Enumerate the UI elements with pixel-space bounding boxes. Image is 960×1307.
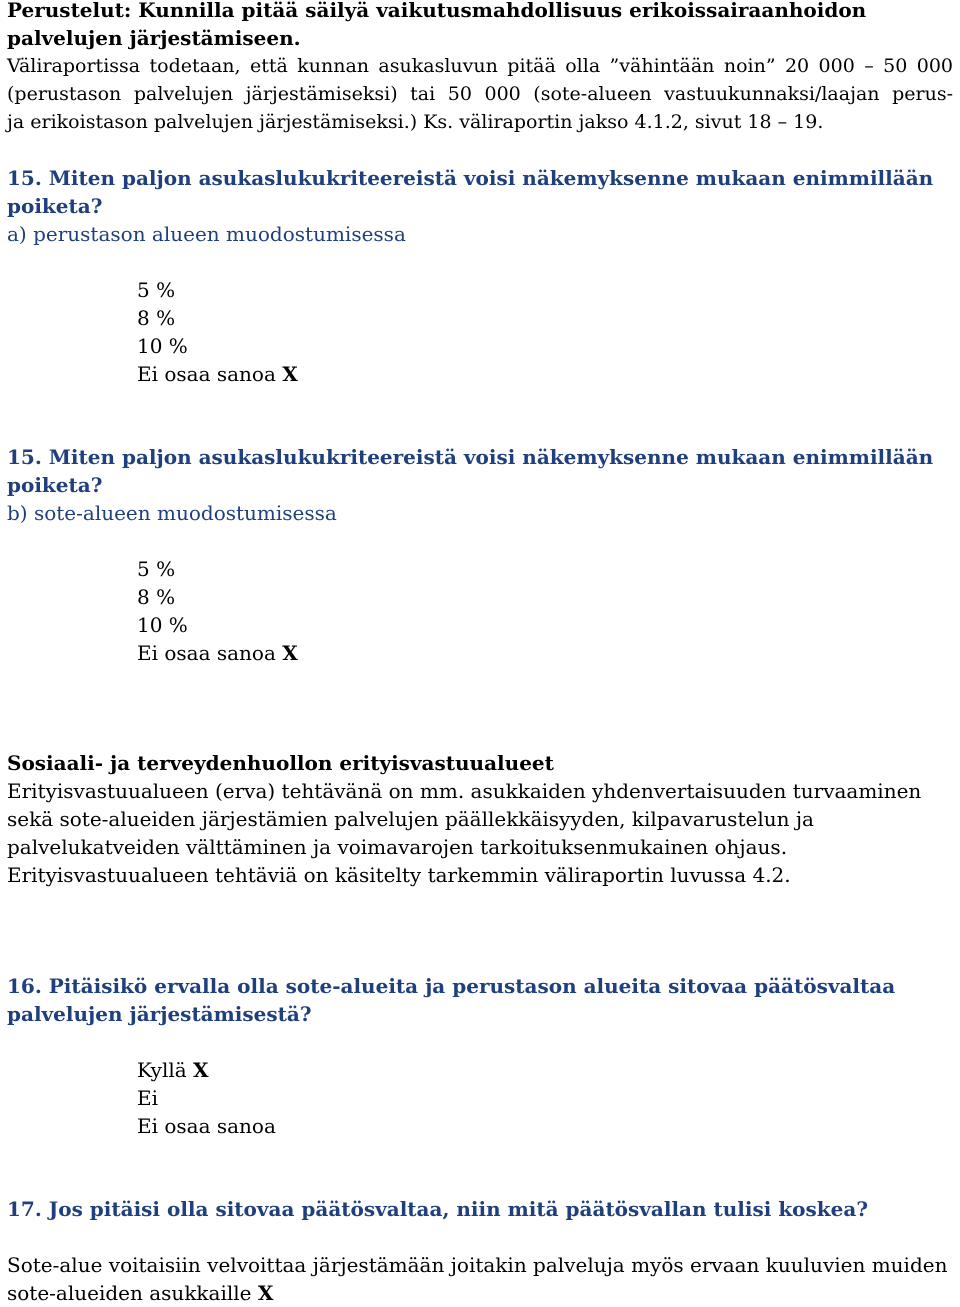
q15b-option-unknown: [137, 639, 298, 667]
q17-question: [7, 1195, 868, 1223]
q16-question-line-2: palvelujen järjestämisestä?: [7, 1002, 312, 1026]
q15b-option-10: 10 %: [137, 613, 188, 637]
q15a-option-unknown-label: Ei osaa sanoa: [137, 362, 276, 386]
q15a-selection-mark: X: [282, 362, 298, 386]
q17-selection-mark: X: [257, 1281, 274, 1305]
erva-line-2: sekä sote-alueiden järjestämien palvelujen päällekkäisyyden, kilpavarustelun ja: [7, 807, 814, 831]
erva-line-3: palvelukatveiden välttäminen ja voimavarojen tarkoituksenmukainen ohjaus.: [7, 835, 788, 859]
intro-heading: Perustelut: Kunnilla pitää säilyä vaikutusmahdollisuus erikoissairaanhoidon: [7, 0, 867, 22]
q15a-option-5: 5 %: [137, 278, 176, 302]
q17-answer-line-1: Sote-alue voitaisiin velvoittaa järjestämään joitakin palveluja myös ervaan kuuluvien muiden: [7, 1253, 948, 1277]
q17-answer-line-2: [7, 1279, 273, 1307]
q15b-question-line-2: poiketa?: [7, 473, 103, 497]
intro-para-line-1: Väliraportissa todetaan, että kunnan asukasluvun pitää olla ”vähintään noin” 20 000 – 50 000: [7, 55, 953, 77]
q15a-number: 15.: [7, 166, 42, 190]
q15b-option-8: 8 %: [137, 585, 176, 609]
q16-selection-mark: X: [193, 1058, 209, 1082]
intro-para-line-3: ja erikoistason palvelujen järjestämiseksi.) Ks. väliraportin jakso 4.1.2, sivut 18 – 19.: [7, 111, 824, 133]
q15b-question-line-1: [7, 443, 933, 471]
q15a-option-10: 10 %: [137, 334, 188, 358]
q17-number: 17.: [7, 1197, 42, 1221]
q16-number: 16.: [7, 974, 42, 998]
q15a-question-line-2: poiketa?: [7, 194, 103, 218]
q16-question-text: Pitäisikö ervalla olla sote-alueita ja perustason alueita sitovaa päätösvaltaa: [48, 974, 896, 998]
q15b-option-5: 5 %: [137, 557, 176, 581]
q15b-selection-mark: X: [282, 641, 298, 665]
q15a-subheading: a) perustason alueen muodostumisessa: [7, 222, 406, 246]
erva-line-4: Erityisvastuualueen tehtäviä on käsitelty tarkemmin väliraportin luvussa 4.2.: [7, 863, 791, 887]
intro-para-line-2: (perustason palvelujen järjestämiseksi) tai 50 000 (sote-alueen vastuukunnaksi/laajan perus-: [7, 83, 953, 105]
q15b-subheading: b) sote-alueen muodostumisessa: [7, 501, 337, 525]
erva-heading: Sosiaali- ja terveydenhuollon erityisvastuualueet: [7, 751, 554, 775]
q16-option-no: Ei: [137, 1086, 158, 1110]
erva-line-1: Erityisvastuualueen (erva) tehtävänä on mm. asukkaiden yhdenvertaisuuden turvaaminen: [7, 779, 922, 803]
q15a-question-text: Miten paljon asukaslukukriteereistä voisi näkemyksenne mukaan enimmillään: [48, 166, 934, 190]
q15b-option-unknown-label: Ei osaa sanoa: [137, 641, 276, 665]
q15a-option-8: 8 %: [137, 306, 176, 330]
q15b-number: 15.: [7, 445, 42, 469]
q16-option-yes-label: Kyllä: [137, 1058, 187, 1082]
q16-question-line-1: [7, 972, 895, 1000]
q17-question-text: Jos pitäisi olla sitovaa päätösvaltaa, niin mitä päätösvallan tulisi koskea?: [48, 1197, 869, 1221]
intro-heading-cont: palvelujen järjestämiseen.: [7, 26, 301, 50]
q16-option-unknown: Ei osaa sanoa: [137, 1114, 276, 1138]
q15a-option-unknown: [137, 360, 298, 388]
q15a-question-line-1: [7, 164, 933, 192]
q15b-question-text: Miten paljon asukaslukukriteereistä voisi näkemyksenne mukaan enimmillään: [48, 445, 934, 469]
q17-answer-text: sote-alueiden asukkaille: [7, 1281, 252, 1305]
q16-option-yes: [137, 1056, 209, 1084]
